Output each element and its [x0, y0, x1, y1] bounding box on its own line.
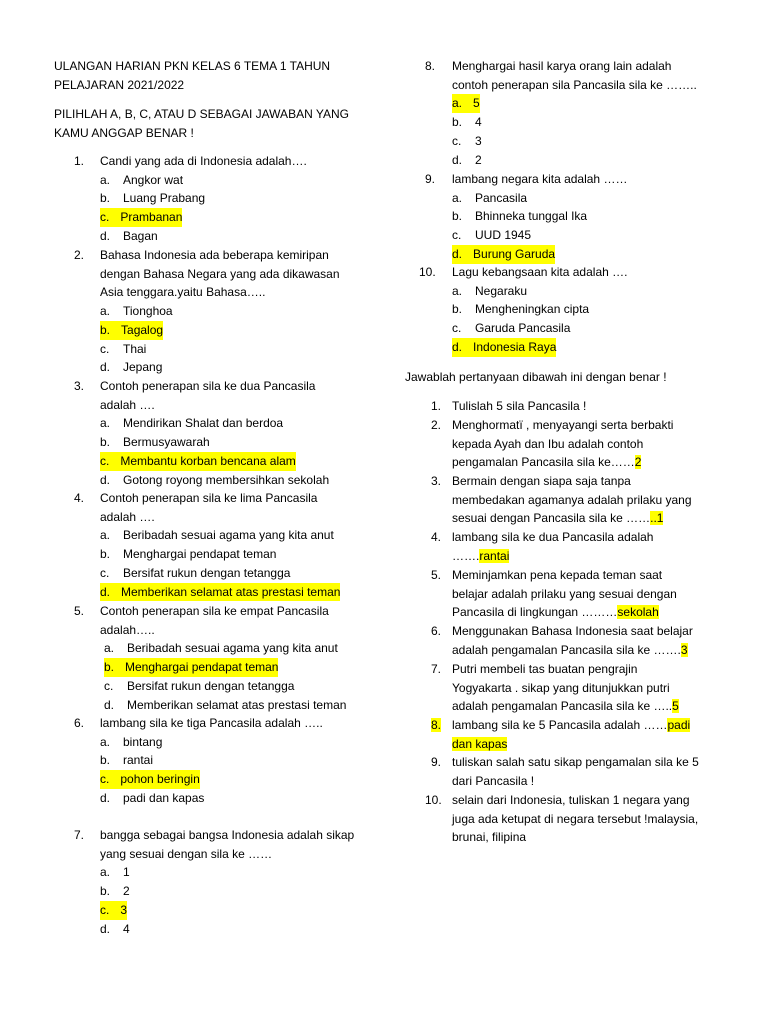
- option-text: Burung Garuda: [473, 246, 556, 261]
- option-b[interactable]: [452, 113, 482, 132]
- option-a[interactable]: [104, 639, 338, 658]
- question-text: adalah ….: [100, 397, 155, 412]
- essay-answer: dan kapas: [452, 736, 508, 751]
- option-a[interactable]: [100, 863, 130, 882]
- title-line-1: ULANGAN HARIAN PKN KELAS 6 TEMA 1 TAHUN: [54, 59, 331, 73]
- question-number: 10.: [419, 265, 436, 279]
- option-c[interactable]: [100, 340, 147, 359]
- essay-answer: 5: [672, 699, 679, 714]
- option-text: Prambanan: [120, 210, 183, 225]
- question-text: Menghargai hasil karya orang lain adalah: [452, 59, 672, 73]
- option-d[interactable]: [100, 789, 205, 808]
- option-c[interactable]: [452, 132, 482, 151]
- essay-number: 7.: [431, 662, 442, 676]
- option-text: Membantu korban bencana alam: [120, 453, 296, 468]
- option-text: 3: [475, 133, 482, 148]
- option-a[interactable]: [100, 171, 184, 190]
- option-letter: d.: [100, 472, 111, 487]
- essay-text: brunai, filipina: [452, 830, 527, 845]
- option-text: 3: [120, 902, 128, 917]
- option-a[interactable]: [100, 526, 334, 545]
- option-letter: c.: [100, 210, 110, 225]
- essay-text: lambang sila ke dua Pancasila adalah: [452, 530, 654, 544]
- question-text: Bahasa Indonesia ada beberapa kemiripan: [100, 248, 329, 262]
- option-letter: d.: [100, 921, 111, 936]
- option-letter: b.: [100, 547, 111, 562]
- option-text: Angkor wat: [123, 172, 184, 187]
- question-number: 2.: [74, 248, 85, 262]
- essay-number: 8.: [431, 718, 442, 732]
- option-text: bintang: [123, 734, 163, 749]
- option-letter: c.: [100, 772, 110, 787]
- option-c[interactable]: [452, 319, 571, 338]
- option-d[interactable]: [100, 471, 330, 490]
- essay-text: Pancasila di lingkungan ………sekolah: [452, 605, 659, 620]
- option-letter: d.: [100, 584, 111, 599]
- essay-text: selain dari Indonesia, tuliskan 1 negara yang: [452, 793, 690, 807]
- essay-text: tuliskan salah satu sikap pengamalan sila ke 5: [452, 755, 699, 769]
- option-text: 5: [473, 96, 480, 111]
- option-letter: b.: [100, 191, 111, 206]
- option-letter: d.: [104, 697, 115, 712]
- essay-text: Tulislah 5 sila Pancasila !: [452, 399, 587, 413]
- option-text: 1: [123, 865, 130, 880]
- option-letter: c.: [452, 228, 462, 243]
- question-text: Asia tenggara.yaitu Bahasa…..: [100, 285, 266, 300]
- option-text: 2: [475, 152, 482, 167]
- option-letter: c.: [100, 453, 110, 468]
- essay-text: Putri membeli tas buatan pengrajin: [452, 662, 638, 676]
- essay-text: Meminjamkan pena kepada teman saat: [452, 568, 663, 582]
- option-a[interactable]: [452, 282, 528, 301]
- option-text: Thai: [123, 341, 147, 356]
- option-letter: a.: [100, 304, 111, 319]
- essay-number: 5.: [431, 568, 442, 582]
- question-number: 8.: [425, 59, 436, 73]
- option-c[interactable]: [100, 564, 291, 583]
- option-text: rantai: [123, 753, 154, 768]
- essay-text: membedakan agamanya adalah prilaku yang: [452, 492, 692, 507]
- essay-text: Menghormatï , menyayangi serta berbakti: [452, 418, 674, 432]
- essay-text: adalah pengamalan Pancasila sila ke …..5: [452, 699, 679, 714]
- option-text: Tagalog: [121, 322, 164, 337]
- question-text: dengan Bahasa Negara yang ada dikawasan: [100, 266, 340, 281]
- essay-answer: sekolah: [617, 605, 659, 620]
- option-letter: b.: [452, 209, 463, 224]
- option-text: Mendirikan Shalat dan berdoa: [123, 416, 284, 431]
- essay-text: Bermain dengan siapa saja tanpa: [452, 474, 631, 488]
- option-letter: a.: [452, 96, 463, 111]
- question-text: bangga sebagai bangsa Indonesia adalah sikap: [100, 828, 355, 842]
- option-text: Negaraku: [475, 283, 528, 298]
- option-text: Memberikan selamat atas prestasi teman: [127, 697, 347, 712]
- option-letter: b.: [100, 322, 111, 337]
- option-letter: a.: [452, 283, 463, 298]
- option-d[interactable]: [100, 920, 130, 939]
- question-text: Candi yang ada di Indonesia adalah….: [100, 154, 307, 168]
- option-c[interactable]: [104, 677, 295, 696]
- essay-text: Menggunakan Bahasa Indonesia saat belajar: [452, 624, 693, 638]
- essay-text: sesuai dengan Pancasila sila ke ……..1: [452, 511, 664, 526]
- option-d[interactable]: [452, 151, 482, 170]
- option-text: Gotong royong membersihkan sekolah: [123, 472, 330, 487]
- essay-number: 6.: [431, 624, 442, 638]
- option-text: Memberikan selamat atas prestasi teman: [121, 584, 341, 599]
- option-letter: d.: [100, 360, 111, 375]
- title-line-2: PELAJARAN 2021/2022: [54, 78, 185, 92]
- essay-instruction: Jawablah pertanyaan dibawah ini dengan benar !: [405, 370, 667, 384]
- option-text: 2: [123, 884, 130, 899]
- option-letter: a.: [100, 528, 111, 543]
- option-text: Mengheningkan cipta: [475, 302, 590, 317]
- option-letter: c.: [100, 341, 110, 356]
- essay-answer: ..1: [650, 511, 664, 526]
- essay-text: …….rantai: [452, 548, 510, 563]
- essay-text: lambang sila ke 5 Pancasila adalah ……padi: [452, 718, 691, 732]
- option-text: Luang Prabang: [123, 191, 206, 206]
- essay-number: 10.: [425, 793, 442, 807]
- option-text: Bhinneka tunggal Ika: [475, 209, 588, 224]
- option-text: Bagan: [123, 228, 158, 243]
- question-text: contoh penerapan sila Pancasila sila ke ……..: [452, 77, 697, 92]
- essay-answer: 2: [634, 455, 642, 470]
- option-d[interactable]: [100, 358, 163, 377]
- option-b[interactable]: [100, 882, 130, 901]
- essay-number: 4.: [431, 530, 442, 544]
- question-number: 6.: [74, 716, 85, 730]
- essay-text: adalah pengamalan Pancasila sila ke …….3: [452, 642, 688, 657]
- option-a[interactable]: [452, 189, 528, 208]
- option-text: Pancasila: [475, 190, 528, 205]
- option-text: Menghargai pendapat teman: [125, 660, 279, 675]
- option-letter: c.: [104, 678, 114, 693]
- option-text: Bersifat rukun dengan tetangga: [123, 565, 291, 580]
- question-text: Lagu kebangsaan kita adalah ….: [452, 265, 628, 279]
- option-letter: a.: [100, 416, 111, 431]
- question-number: 3.: [74, 379, 85, 393]
- option-b[interactable]: [452, 207, 588, 226]
- option-letter: c.: [452, 133, 462, 148]
- option-text: Garuda Pancasila: [475, 321, 571, 336]
- essay-text: kepada Ayah dan Ibu adalah contoh: [452, 436, 644, 451]
- essay-number: 3.: [431, 474, 442, 488]
- option-b[interactable]: [100, 751, 154, 770]
- essay-text: juga ada ketupat di negara tersebut !malaysia,: [452, 811, 699, 826]
- option-a[interactable]: [100, 733, 163, 752]
- option-letter: d.: [452, 339, 463, 354]
- question-number: 4.: [74, 491, 85, 505]
- option-letter: d.: [100, 790, 111, 805]
- option-b[interactable]: [100, 433, 210, 452]
- option-letter: c.: [100, 902, 110, 917]
- essay-answer: padi: [667, 718, 691, 732]
- question-text: adalah ….: [100, 509, 155, 524]
- option-text: Jepang: [123, 360, 163, 375]
- essay-text: [452, 735, 507, 754]
- essay-answer: rantai: [479, 548, 510, 563]
- option-letter: d.: [100, 228, 111, 243]
- essay-text: belajar adalah prilaku yang sesuai dengan: [452, 586, 677, 601]
- option-text: pohon beringin: [120, 772, 200, 787]
- question-text: yang sesuai dengan sila ke ……: [100, 846, 273, 861]
- essay-answer: 3: [680, 642, 688, 657]
- question-number: 9.: [425, 172, 436, 186]
- essay-text: Yogyakarta . sikap yang ditunjukkan putri: [452, 680, 670, 695]
- essay-number: 2.: [431, 418, 442, 432]
- option-text: Beribadah sesuai agama yang kita anut: [127, 641, 338, 656]
- option-letter: b.: [452, 115, 463, 130]
- option-letter: d.: [452, 152, 463, 167]
- option-c[interactable]: [452, 226, 532, 245]
- question-text: Contoh penerapan sila ke empat Pancasila: [100, 604, 329, 618]
- option-text: UUD 1945: [475, 228, 532, 243]
- question-text: lambang sila ke tiga Pancasila adalah …..: [100, 716, 323, 730]
- question-text: lambang negara kita adalah ……: [452, 172, 628, 186]
- option-letter: c.: [452, 321, 462, 336]
- option-letter: b.: [452, 302, 463, 317]
- option-letter: b.: [100, 753, 111, 768]
- question-number: 1.: [74, 154, 85, 168]
- option-letter: b.: [100, 884, 111, 899]
- question-text: Contoh penerapan sila ke dua Pancasila: [100, 379, 316, 393]
- option-letter: a.: [100, 172, 111, 187]
- question-number: 7.: [74, 828, 85, 842]
- option-text: Beribadah sesuai agama yang kita anut: [123, 528, 334, 543]
- question-number: 5.: [74, 604, 85, 618]
- option-text: Menghargai pendapat teman: [123, 547, 277, 562]
- option-letter: b.: [104, 660, 115, 675]
- instruction-line-2: KAMU ANGGAP BENAR !: [54, 126, 194, 140]
- option-b[interactable]: [100, 189, 206, 208]
- essay-number: 9.: [431, 755, 442, 769]
- option-text: padi dan kapas: [123, 790, 205, 805]
- option-text: 4: [123, 921, 130, 936]
- essay-text: dari Pancasila !: [452, 773, 535, 788]
- essay-text: pengamalan Pancasila sila ke……2: [452, 455, 642, 470]
- instruction-line-1: PILIHLAH A, B, C, ATAU D SEBAGAI JAWABAN YANG: [54, 107, 349, 121]
- option-letter: d.: [452, 246, 463, 261]
- option-letter: a.: [100, 865, 111, 880]
- option-text: Bersifat rukun dengan tetangga: [127, 678, 295, 693]
- essay-number: 1.: [431, 399, 442, 413]
- option-letter: a.: [100, 734, 111, 749]
- option-a[interactable]: [100, 302, 173, 321]
- option-b[interactable]: [452, 300, 590, 319]
- option-text: Bermusyawarah: [123, 435, 210, 450]
- option-d[interactable]: [100, 227, 158, 246]
- option-text: 4: [475, 115, 482, 130]
- option-letter: a.: [452, 190, 463, 205]
- option-d[interactable]: [104, 696, 347, 715]
- option-b[interactable]: [100, 545, 277, 564]
- option-letter: c.: [100, 565, 110, 580]
- option-text: Tionghoa: [123, 304, 173, 319]
- option-a[interactable]: [100, 414, 284, 433]
- option-text: Indonesia Raya: [473, 339, 557, 354]
- option-letter: b.: [100, 435, 111, 450]
- question-text: adalah…..: [100, 622, 155, 637]
- question-text: Contoh penerapan sila ke lima Pancasila: [100, 491, 318, 505]
- option-letter: a.: [104, 641, 115, 656]
